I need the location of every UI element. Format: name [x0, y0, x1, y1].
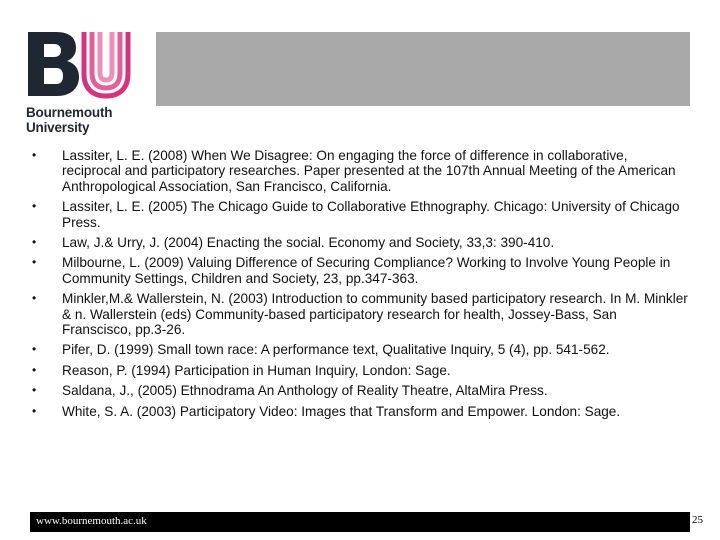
reference-text: Milbourne, L. (2009) Valuing Difference of Securing Compliance? Working to Involve Young People in Community Settings, Children and Society, 23, pp.347-363. [62, 255, 671, 286]
reference-item [30, 255, 690, 286]
reference-text: Minkler,M.& Wallerstein, N. (2003) Introduction to community based participatory research. In M. Minkler & n. Wallerstein (eds) Community-based participatory research for health, Jossey-Bass, San Franscisco, pp.3-26. [62, 291, 688, 338]
reference-text: Lassiter, L. E. (2008) When We Disagree: On engaging the force of difference in collaborative, reciprocal and participatory researches. Paper presented at the 107th Annual Meeting of the American Anthropological Association, San Francisco, California. [62, 148, 676, 194]
bullet: • [32, 291, 37, 306]
reference-item [30, 363, 690, 378]
reference-text: Saldana, J., (2005) Ethnodrama An Anthology of Reality Theatre, AltaMira Press. [62, 383, 548, 399]
university-name [26, 105, 112, 135]
logo-name-line1: Bournemouth [26, 105, 113, 120]
page-number: 25 [692, 514, 703, 526]
reference-item [30, 342, 690, 357]
reference-text: Law, J.& Urry, J. (2004) Enacting the social. Economy and Society, 33,3: 390-410. [62, 235, 555, 251]
reference-text: White, S. A. (2003) Participatory Video: Images that Transform and Empower. London: Sage. [62, 403, 621, 419]
bu-logo [26, 28, 136, 136]
reference-item [30, 383, 690, 398]
reference-item [30, 199, 690, 230]
reference-item [30, 404, 690, 419]
bullet: • [32, 342, 37, 357]
reference-text: Lassiter, L. E. (2005) The Chicago Guide to Collaborative Ethnography. Chicago: University of Chicago Press. [62, 199, 680, 230]
bu-monogram-icon [26, 28, 132, 100]
logo-name-line2: University [26, 120, 90, 135]
reference-list [30, 148, 690, 424]
bullet: • [32, 148, 37, 162]
reference-text: Pifer, D. (1999) Small town race: A performance text, Qualitative Inquiry, 5 (4), pp. 541-562. [62, 342, 610, 358]
bullet: • [32, 199, 37, 214]
footer-bar [30, 512, 690, 532]
reference-text: Reason, P. (1994) Participation in Human Inquiry, London: Sage. [62, 362, 451, 378]
bullet: • [32, 362, 37, 377]
reference-item [30, 235, 690, 250]
reference-item [30, 148, 690, 194]
header-banner [156, 32, 690, 106]
reference-item [30, 291, 690, 337]
footer-url[interactable]: www.bournemouth.ac.uk [36, 515, 147, 527]
bullet: • [32, 403, 37, 418]
bullet: • [32, 235, 37, 250]
bullet: • [32, 255, 37, 270]
bullet: • [32, 383, 37, 398]
